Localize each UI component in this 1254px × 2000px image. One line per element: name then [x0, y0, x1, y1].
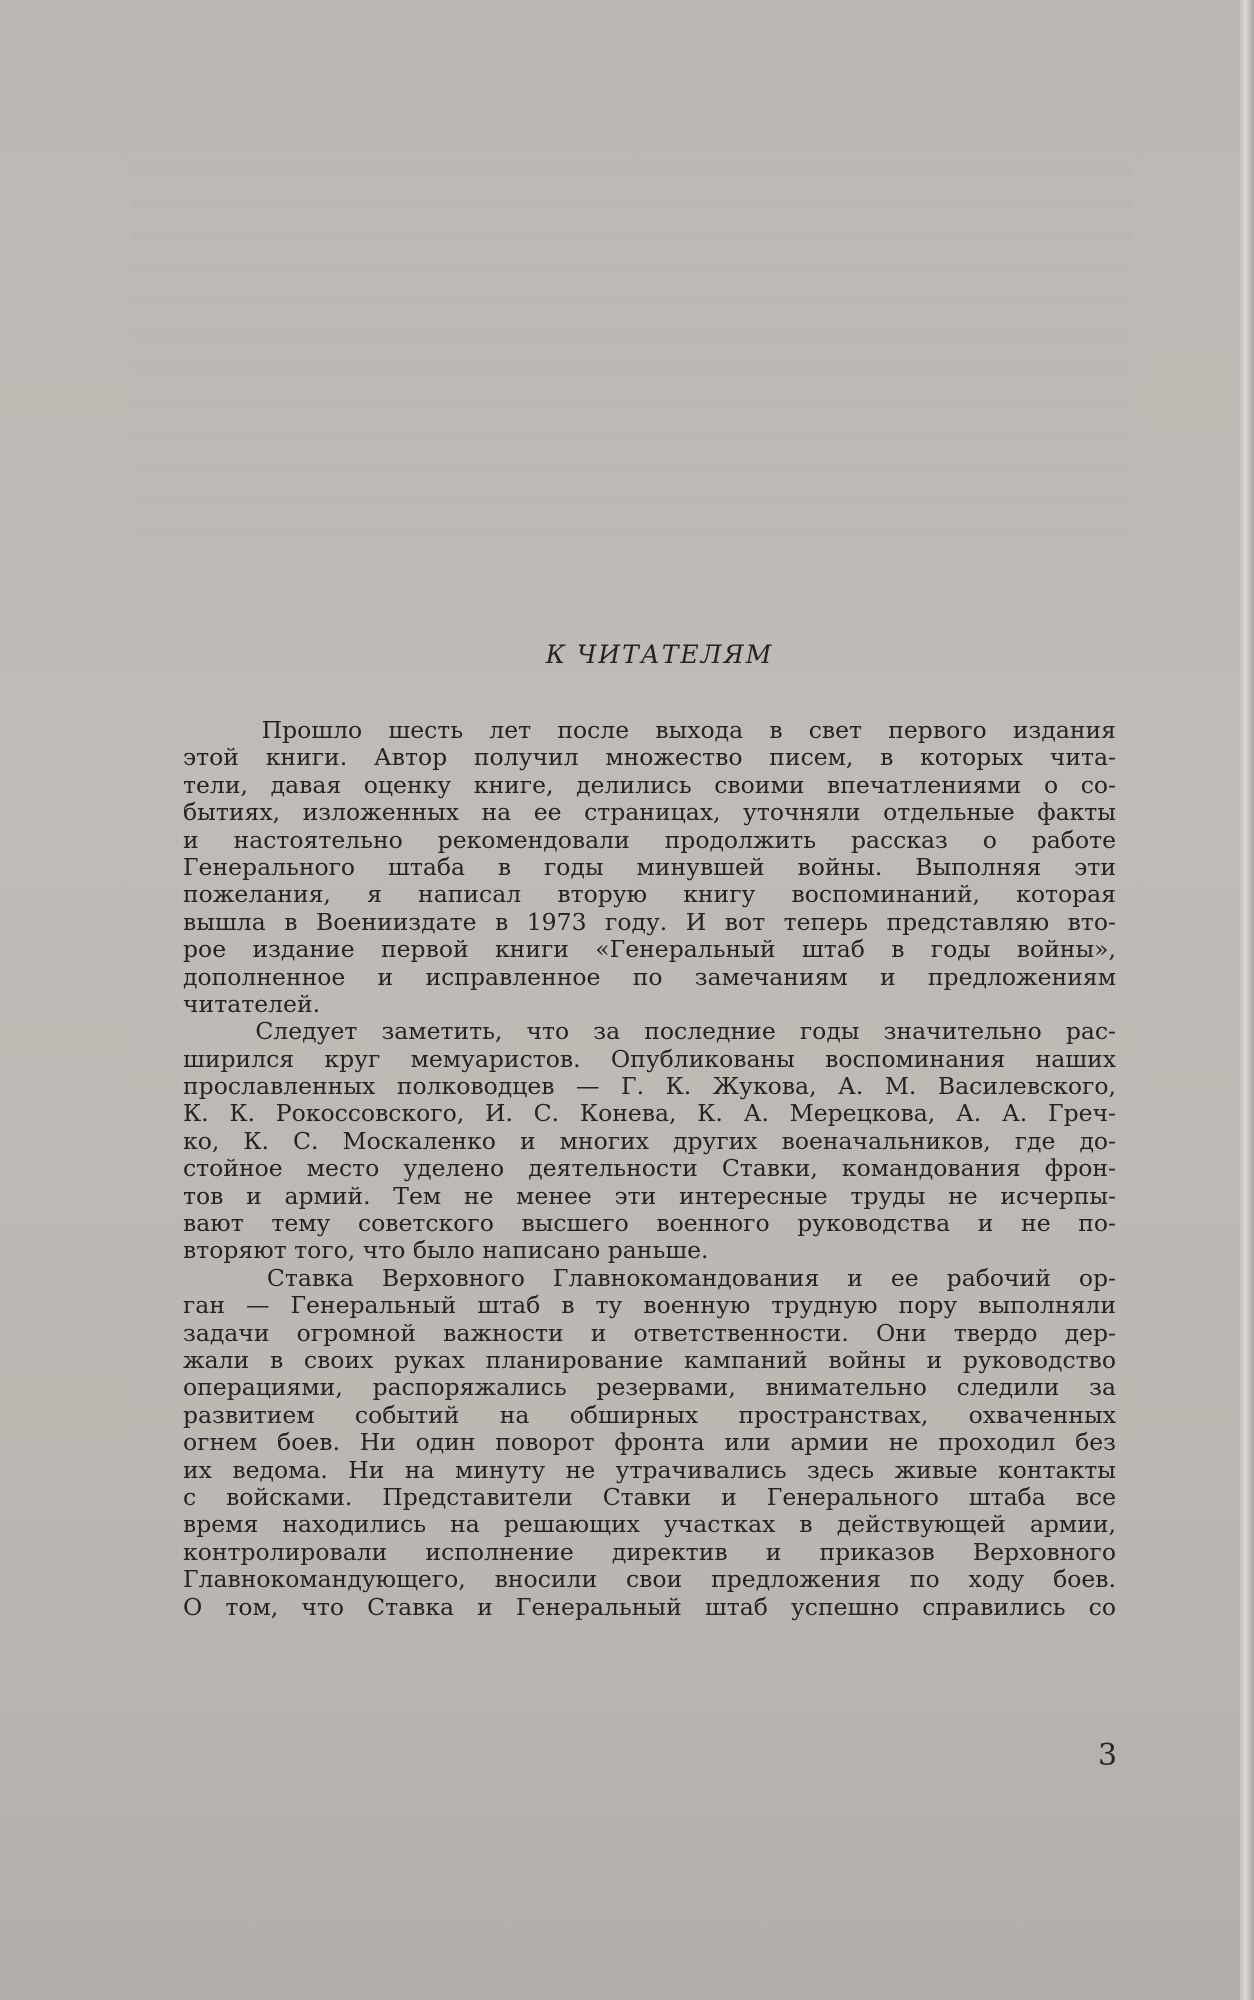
text-line: бытиях, изложенных на ее страницах, уточняли отдельные факты	[183, 799, 1116, 827]
text-line: ко, К. С. Москаленко и многих других военачальников, где до-	[183, 1127, 1116, 1155]
paragraph-2	[183, 1018, 1116, 1265]
text-line: Следует заметить, что за последние годы значительно рас-	[183, 1018, 1116, 1046]
paragraph-1	[183, 717, 1116, 1018]
text-line: вторяют того, что было написано раньше.	[183, 1237, 709, 1265]
text-line: О том, что Ставка и Генеральный штаб успешно справились со	[183, 1593, 1116, 1621]
text-line: ган — Генеральный штаб в ту военную трудную пору выполняли	[183, 1292, 1116, 1320]
text-line: вают тему советского высшего военного руководства и не по-	[183, 1210, 1116, 1238]
text-line: операциями, распоряжались резервами, внимательно следили за	[183, 1374, 1116, 1402]
page-number: 3	[1098, 1738, 1118, 1773]
text-line: вышла в Военииздате в 1973 году. И вот теперь представляю вто-	[183, 908, 1116, 936]
text-line: время находились на решающих участках в действующей армии,	[183, 1511, 1116, 1539]
text-line: Генерального штаба в годы минувшей войны. Выполняя эти	[183, 853, 1116, 881]
text-line: читателей.	[183, 990, 321, 1018]
text-line: Прошло шесть лет после выхода в свет первого издания	[183, 717, 1116, 744]
text-line: пожелания, я написал вторую книгу воспоминаний, которая	[183, 881, 1116, 909]
text-line: стойное место уделено деятельности Ставки, командования фрон-	[183, 1155, 1116, 1183]
text-line: задачи огромной важности и ответственности. Они твердо дер-	[183, 1319, 1116, 1347]
text-line: прославленных полководцев — Г. К. Жукова, А. М. Василевского,	[183, 1073, 1116, 1101]
text-line: контролировали исполнение директив и приказов Верховного	[183, 1538, 1116, 1566]
text-line: тели, давая оценку книге, делились своими впечатлениями о со-	[183, 771, 1116, 799]
text-line: и настоятельно рекомендовали продолжить рассказ о работе	[183, 826, 1116, 854]
text-line: К. К. Рокоссовского, И. С. Конева, К. А. Мерецкова, А. А. Греч-	[183, 1100, 1116, 1128]
text-line: развитием событий на обширных пространствах, охваченных	[183, 1401, 1116, 1429]
text-line: Ставка Верховного Главнокомандования и ее рабочий ор-	[183, 1264, 1116, 1292]
page-content	[183, 640, 1116, 1621]
text-line: ширился круг мемуаристов. Опубликованы воспоминания наших	[183, 1045, 1116, 1073]
text-line: этой книги. Автор получил множество писем, в которых чита-	[183, 744, 1116, 772]
text-line: дополненное и исправленное по замечаниям и предложениям	[183, 963, 1116, 991]
paragraph-3	[183, 1265, 1116, 1621]
show-through-text	[130, 80, 1130, 600]
text-line: их ведома. Ни на минуту не утрачивались здесь живые контакты	[183, 1456, 1116, 1484]
page-edge	[1240, 0, 1254, 2000]
text-line: с войсками. Представители Ставки и Генерального штаба все	[183, 1483, 1116, 1511]
text-line: Главнокомандующего, вносили свои предложения по ходу боев.	[183, 1566, 1116, 1594]
chapter-heading: К ЧИТАТЕЛЯМ	[545, 640, 774, 669]
text-line: жали в своих руках планирование кампаний войны и руководство	[183, 1346, 1116, 1374]
text-line: огнем боев. Ни один поворот фронта или армии не проходил без	[183, 1429, 1116, 1457]
text-line: рое издание первой книги «Генеральный штаб в годы войны»,	[183, 936, 1116, 964]
text-line: тов и армий. Тем не менее эти интересные труды не исчерпы-	[183, 1182, 1116, 1210]
